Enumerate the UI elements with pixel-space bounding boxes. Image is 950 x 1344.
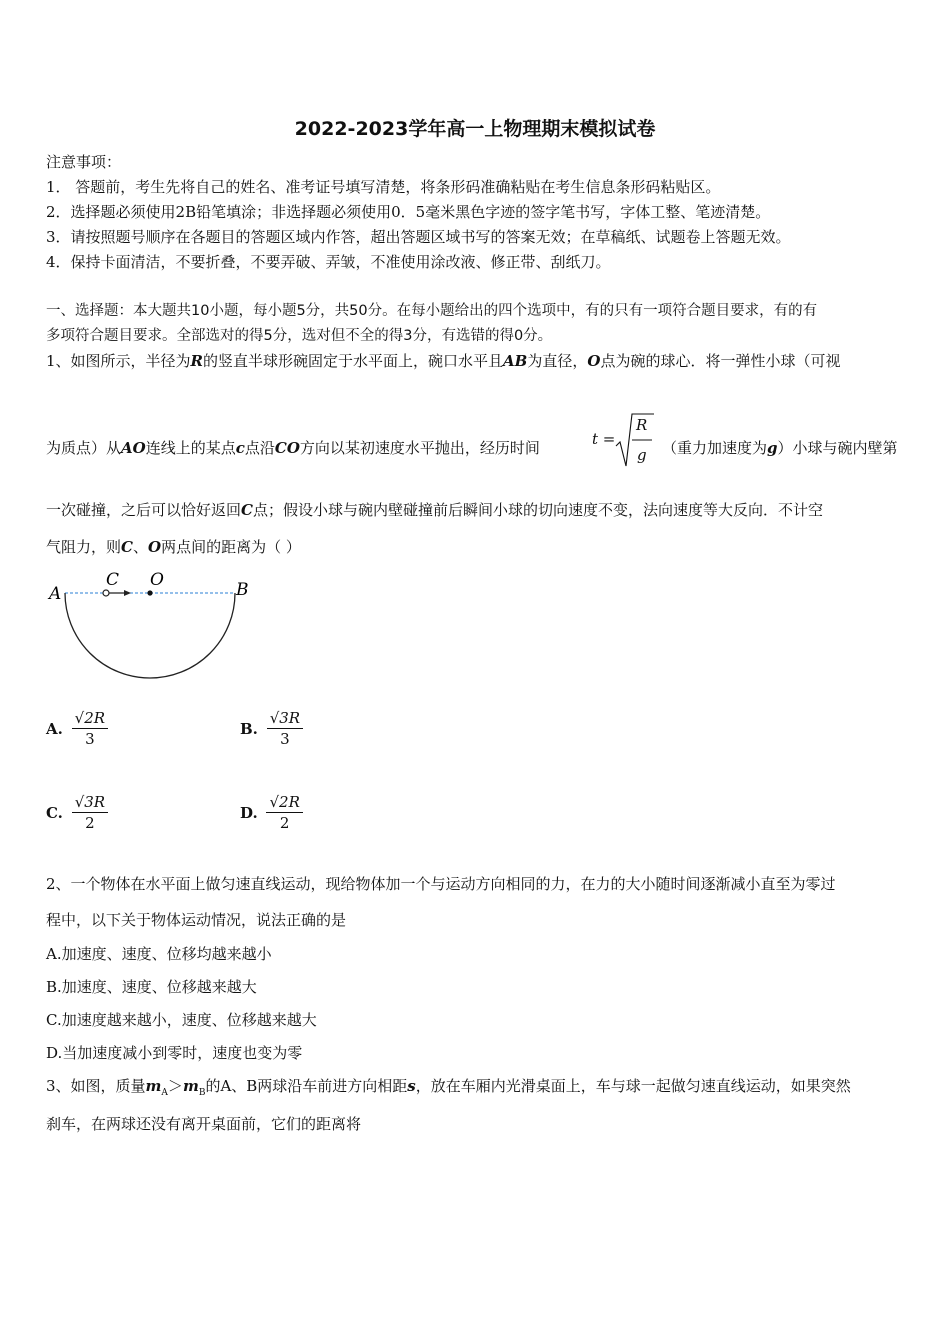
- q1-option-a[interactable]: [46, 708, 108, 749]
- q1-symbol: AO: [121, 439, 146, 457]
- q1-symbol: g: [767, 439, 778, 457]
- q1-text: 连线上的某点: [145, 439, 236, 457]
- fraction-numerator: √2R: [72, 708, 108, 729]
- fraction-numerator: √3R: [72, 792, 108, 813]
- label-a: A: [49, 584, 62, 604]
- fraction-denominator: 2: [279, 814, 290, 832]
- q1-symbol: O: [147, 538, 162, 556]
- q3-line-2: 刹车，在两球还没有离开桌面前，它们的距离将: [46, 1115, 362, 1133]
- q1-text: 点沿: [244, 439, 275, 457]
- label-o: O: [150, 570, 164, 590]
- fraction-numerator: √2R: [266, 792, 302, 813]
- sqrt-sign: [614, 412, 654, 470]
- q1-text: 两点间的距离为（ ）: [161, 538, 301, 556]
- q1-symbol: C: [241, 501, 253, 519]
- q3-text: 3、如图，质量: [46, 1077, 146, 1095]
- q1-symbol: c: [235, 439, 245, 457]
- formula-denominator: g: [637, 446, 647, 464]
- q3-symbol: s: [407, 1077, 416, 1095]
- q3-subscript: B: [198, 1088, 206, 1098]
- fraction-denominator: 2: [85, 814, 95, 832]
- arrow-head-icon: [124, 590, 131, 596]
- formula-lhs: t =: [592, 430, 616, 448]
- q2-option-a[interactable]: A.加速度、速度、位移均越来越小: [46, 945, 272, 963]
- q1-line-4: [46, 537, 301, 557]
- notice-item: 3．请按照题号顺序在各题目的答题区域内作答，超出答题区域书写的答案无效；在草稿纸、试题卷上答题无效。: [46, 228, 791, 246]
- q1-text: 一次碰撞，之后可以恰好返回: [46, 501, 242, 519]
- q1-text: 方向以某初速度水平抛出，经历时间: [299, 439, 540, 457]
- option-label: D.: [240, 803, 258, 822]
- q3-symbol: m: [145, 1077, 162, 1095]
- q1-symbol: CO: [274, 439, 300, 457]
- q2-line-2: 程中，以下关于物体运动情况，说法正确的是: [46, 911, 347, 929]
- label-b: B: [236, 580, 249, 600]
- q2-option-c[interactable]: C.加速度越来越小，速度、位移越来越大: [46, 1011, 317, 1029]
- q3-text: 的A、B两球沿车前进方向相距: [205, 1077, 408, 1095]
- q1-text: 为质点）从: [46, 439, 122, 457]
- option-label: B.: [240, 719, 258, 738]
- time-formula: [592, 412, 654, 470]
- q1-symbol: R: [190, 352, 204, 370]
- point-o: [147, 590, 152, 595]
- q3-subscript: A: [161, 1088, 168, 1098]
- point-c: [103, 590, 109, 596]
- q1-option-c[interactable]: [46, 792, 108, 833]
- fraction-denominator: 3: [280, 730, 290, 748]
- page-title: 2022-2023学年高一上物理期末模拟试卷: [294, 118, 656, 140]
- q2-option-b[interactable]: B.加速度、速度、位移越来越大: [46, 978, 257, 996]
- formula-numerator: R: [636, 416, 648, 434]
- label-c: C: [106, 570, 120, 590]
- q1-text: 点；假设小球与碗内壁碰撞前后瞬间小球的切向速度不变，法向速度等大反向．不计空: [252, 501, 823, 519]
- q1-text: ）小球与碗内壁第: [777, 439, 898, 457]
- q1-text: （重力加速度为: [662, 439, 768, 457]
- q3-line-1: [46, 1076, 851, 1103]
- bowl-arc: [65, 593, 235, 678]
- option-label: A.: [46, 719, 63, 738]
- notice-item: 4．保持卡面清洁，不要折叠，不要弄破、弄皱，不准使用涂改液、修正带、刮纸刀。: [46, 253, 611, 271]
- q3-symbol: ＞: [167, 1077, 183, 1095]
- notice-item: 2．选择题必须使用2B铅笔填涂；非选择题必须使用0．5毫米黑色字迹的签字笔书写，字体工整、笔迹清楚。: [46, 203, 771, 221]
- q1-text: 气阻力，则: [46, 538, 122, 556]
- q3-symbol: m: [182, 1077, 199, 1095]
- q1-symbol: O: [587, 352, 601, 370]
- q1-option-b[interactable]: [240, 708, 303, 749]
- q1-symbol: AB: [503, 352, 528, 370]
- q1-line-1: [46, 351, 840, 371]
- q1-text: 为直径，: [527, 352, 588, 370]
- option-label: C.: [46, 803, 63, 822]
- q3-text: ，放在车厢内光滑桌面上，车与球一起做匀速直线运动，如果突然: [415, 1077, 851, 1095]
- bowl-diagram: [40, 565, 260, 685]
- section-intro-line: 多项符合题目要求。全部选对的得5分，选对但不全的得3分，有选错的得0分。: [46, 328, 553, 344]
- notice-item: 1． 答题前，考生先将自己的姓名、准考证号填写清楚，将条形码准确粘贴在考生信息条形码粘贴区。: [46, 178, 721, 196]
- option-fraction: [72, 792, 108, 833]
- q1-symbol: C: [121, 538, 133, 556]
- q1-text: 的竖直半球形碗固定于水平面上，碗口水平且: [203, 352, 504, 370]
- section-intro-line: 一、选择题：本大题共10小题，每小题5分，共50分。在每小题给出的四个选项中，有的只有一项符合题目要求，有的有: [46, 303, 818, 319]
- q1-line-3: [46, 500, 823, 520]
- option-fraction: [266, 792, 302, 833]
- option-fraction: [72, 708, 108, 749]
- q1-text: 、: [132, 538, 148, 556]
- q1-line-2-tail: [662, 438, 898, 458]
- fraction-denominator: 3: [85, 730, 95, 748]
- q1-text: 1、如图所示，半径为: [46, 352, 191, 370]
- option-fraction: [267, 708, 303, 749]
- q2-line-1: 2、一个物体在水平面上做匀速直线运动，现给物体加一个与运动方向相同的力，在力的大小随时间逐渐减小直至为零过: [46, 875, 836, 893]
- notice-heading: 注意事项：: [46, 153, 122, 171]
- q1-line-2: [46, 438, 540, 458]
- fraction-numerator: √3R: [267, 708, 303, 729]
- q1-option-d[interactable]: [240, 792, 303, 833]
- q2-option-d[interactable]: D.当加速度减小到零时，速度也变为零: [46, 1044, 303, 1062]
- q1-text: 点为碗的球心．将一弹性小球（可视: [600, 352, 841, 370]
